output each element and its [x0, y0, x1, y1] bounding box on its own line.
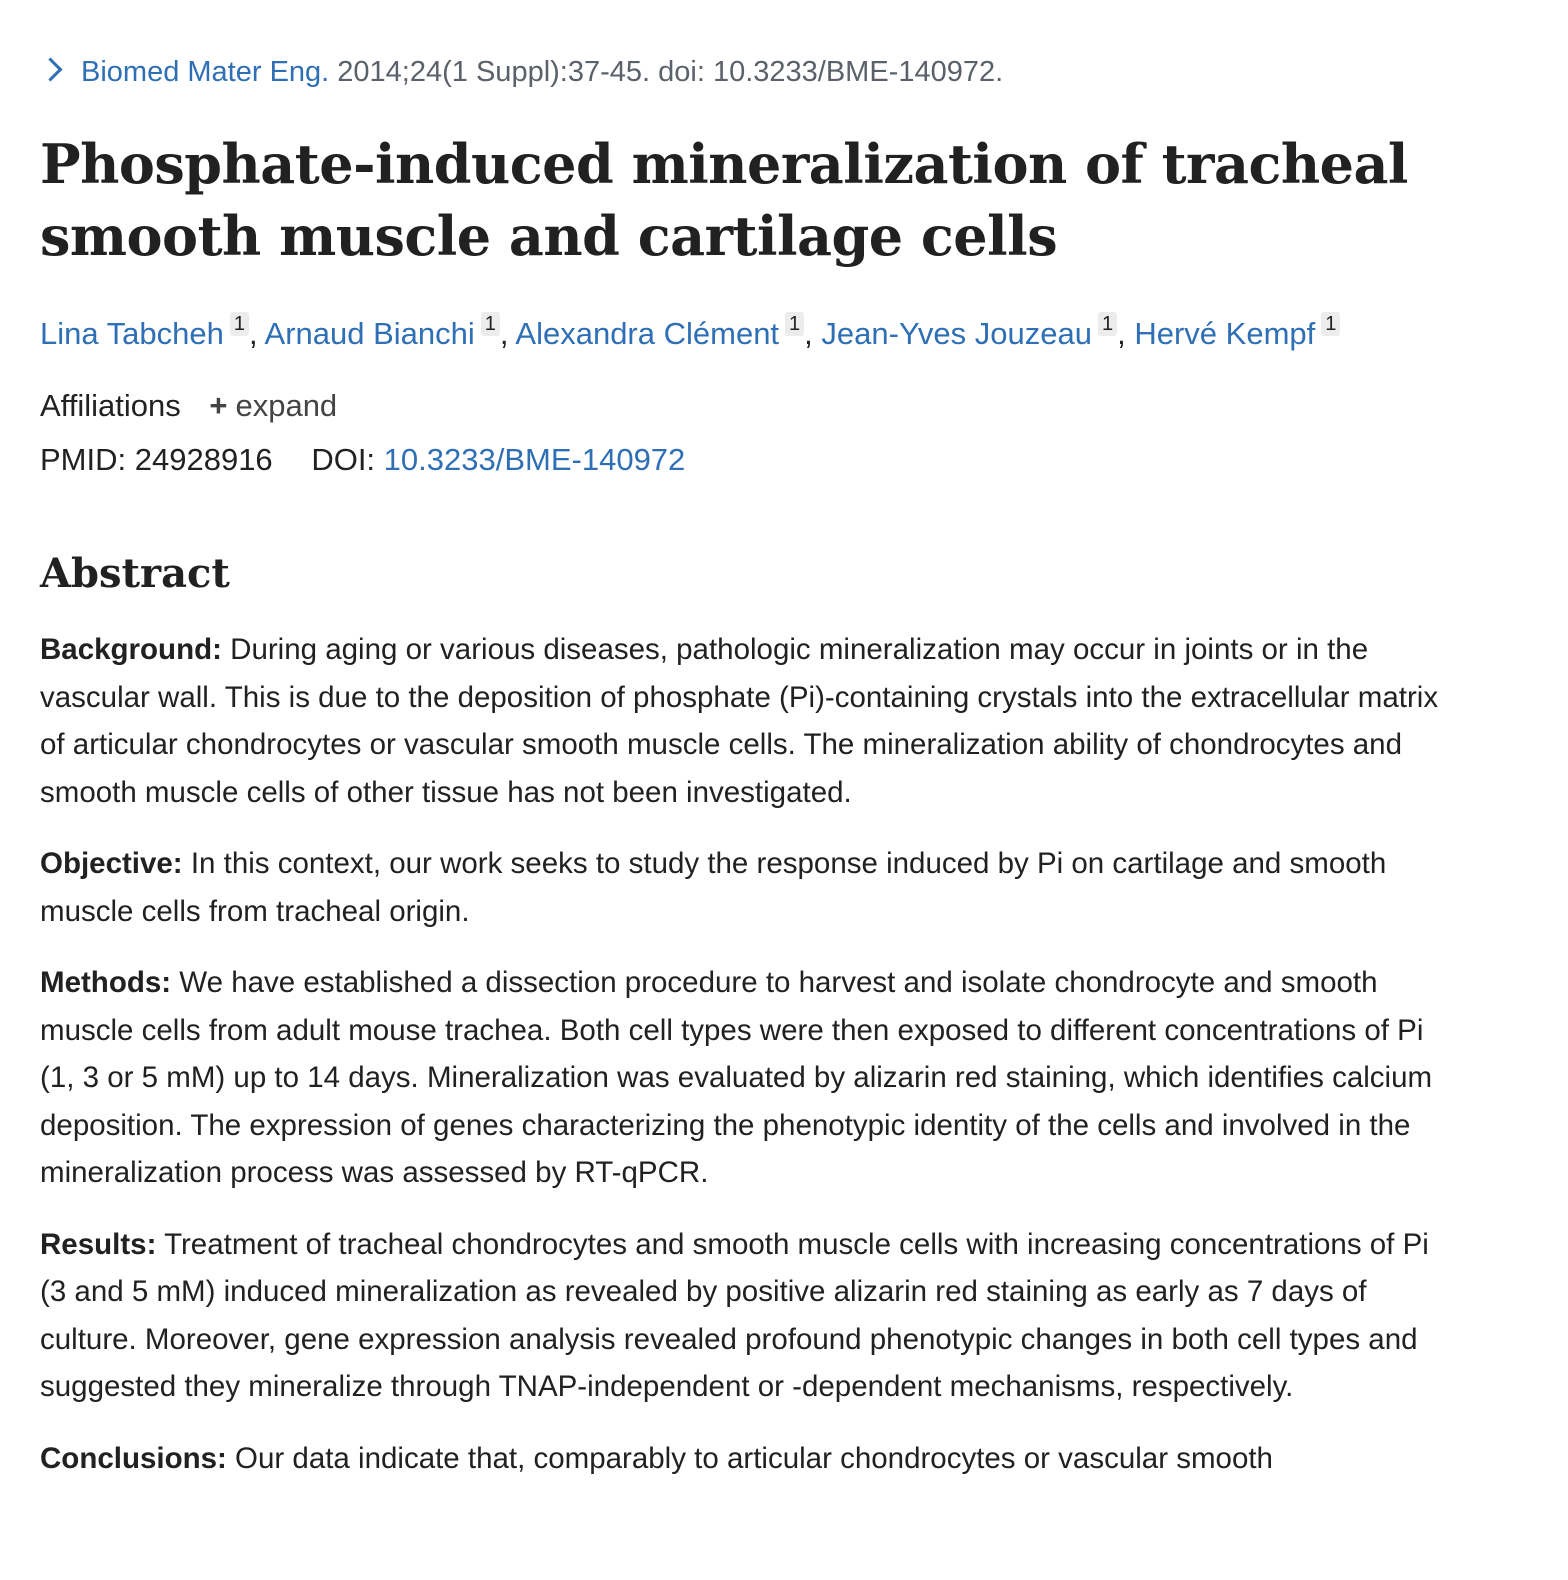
- affiliations-row: [40, 386, 337, 426]
- author-link[interactable]: Hervé Kempf: [1134, 316, 1316, 351]
- expand-affiliations-button[interactable]: [209, 388, 337, 423]
- abstract-body: [40, 626, 1450, 1506]
- affiliation-marker[interactable]: 1: [230, 312, 249, 336]
- pmid-value: 24928916: [134, 442, 273, 477]
- plus-icon: +: [209, 388, 228, 423]
- author-link[interactable]: Lina Tabcheh: [40, 316, 224, 351]
- citation-details: 2014;24(1 Suppl):37-45. doi: 10.3233/BME-140972.: [337, 56, 1004, 88]
- section-text: We have established a dissection procedure to harvest and isolate chondrocyte and smooth muscle cells from adult mouse trachea. Both cell types were then exposed to different concentrations of Pi (1, 3 or 5 mM) up to 14 days. Mineralization was evaluated by alizarin red staining, which identifies calcium deposition. The expression of genes characterizing the phenotypic identity of the cells and involved in the mineralization process was assessed by RT-qPCR.: [40, 966, 1433, 1189]
- abstract-section-conclusions: [40, 1435, 1450, 1483]
- abstract-section-results: [40, 1221, 1450, 1411]
- author-list: Lina Tabcheh 1 , Arnaud Bianchi 1 , Alexandra Clément 1 , Jean-Yves Jouzeau 1 , Hervé Kempf 1: [40, 310, 1340, 358]
- author-link[interactable]: Alexandra Clément: [515, 316, 780, 351]
- affiliation-marker[interactable]: 1: [1098, 312, 1117, 336]
- section-label: Background:: [40, 633, 222, 666]
- author-link[interactable]: Arnaud Bianchi: [264, 316, 475, 351]
- section-text: Our data indicate that, comparably to articular chondrocytes or vascular smooth: [235, 1441, 1273, 1475]
- section-label: Objective:: [40, 847, 183, 880]
- affiliation-marker[interactable]: 1: [785, 312, 804, 336]
- section-text: Treatment of tracheal chondrocytes and smooth muscle cells with increasing concentrations of Pi (3 and 5 mM) induced mineralization as revealed by positive alizarin red staining as early as 7 days of culture. Moreover, gene expression analysis revealed profound phenotypic changes in both cell types and suggested they mineralize through TNAP-independent or -dependent mechanisms, respectively.: [40, 1227, 1429, 1403]
- abstract-heading: Abstract: [40, 550, 230, 597]
- section-label: Methods:: [40, 966, 172, 999]
- affiliations-label: Affiliations: [40, 388, 181, 423]
- author-link[interactable]: Jean-Yves Jouzeau: [821, 316, 1092, 351]
- section-label: Conclusions:: [40, 1441, 227, 1475]
- pmid-label: PMID:: [40, 442, 127, 477]
- chevron-right-icon[interactable]: [38, 57, 62, 81]
- abstract-section-objective: [40, 840, 1450, 935]
- identifiers-row: [40, 440, 685, 480]
- doi-link[interactable]: 10.3233/BME-140972: [383, 442, 686, 477]
- doi-label: DOI:: [311, 442, 376, 477]
- citation-line: [40, 52, 1003, 92]
- abstract-section-background: [40, 626, 1450, 816]
- section-label: Results:: [40, 1227, 157, 1261]
- affiliation-marker[interactable]: 1: [481, 312, 500, 336]
- abstract-section-methods: [40, 959, 1450, 1197]
- journal-link[interactable]: Biomed Mater Eng.: [81, 56, 330, 88]
- article-title: Phosphate-induced mineralization of tracheal smooth muscle and cartilage cells: [40, 132, 1408, 268]
- expand-label: expand: [235, 388, 338, 423]
- section-text: During aging or various diseases, pathologic mineralization may occur in joints or in the vascular wall. This is due to the deposition of phosphate (Pi)-containing crystals into the extracellular matrix of articular chondrocytes or vascular smooth muscle cells. The mineralization ability of chondrocytes and smooth muscle cells of other tissue has not been investigated.: [40, 633, 1439, 809]
- affiliation-marker[interactable]: 1: [1321, 312, 1340, 336]
- section-text: In this context, our work seeks to study the response induced by Pi on cartilage and smooth muscle cells from tracheal origin.: [40, 847, 1387, 928]
